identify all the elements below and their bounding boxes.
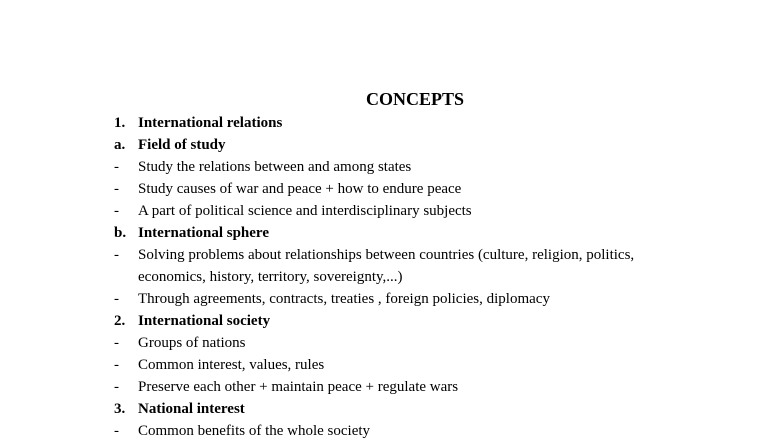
list-item-text: Study the relations between and among states	[138, 159, 412, 175]
list-item-text: Through agreements, contracts, treaties , foreign policies, diplomacy	[138, 291, 550, 307]
list-marker: 1.	[114, 115, 126, 131]
list-item-text: Field of study	[138, 137, 226, 153]
list-item-text: Solving problems about relationships between countries (culture, religion, politics,	[138, 247, 635, 263]
list-marker: -	[114, 159, 119, 175]
list-marker: -	[114, 357, 119, 373]
list-item	[114, 420, 714, 442]
list-item-text: Preserve each other + maintain peace + regulate wars	[138, 379, 459, 395]
list-item	[114, 244, 714, 266]
list-item	[114, 398, 714, 420]
list-item	[114, 178, 714, 200]
list-marker: -	[114, 379, 119, 395]
list-item	[114, 288, 714, 310]
list-item-continuation	[114, 266, 714, 288]
list-item	[114, 200, 714, 222]
list-item	[114, 112, 714, 134]
list-marker: b.	[114, 225, 127, 241]
list-marker: -	[114, 423, 119, 439]
list-item	[114, 332, 714, 354]
list-item-text: Common benefits of the whole society	[138, 423, 371, 439]
list-marker: -	[114, 181, 119, 197]
list-marker: -	[114, 203, 119, 219]
concepts-list	[114, 112, 714, 442]
list-marker: -	[114, 247, 119, 263]
list-item-text: National interest	[138, 401, 245, 417]
list-item	[114, 156, 714, 178]
list-item-text: Study causes of war and peace + how to endure peace	[138, 181, 462, 197]
page-title: CONCEPTS	[365, 89, 464, 109]
list-marker: -	[114, 335, 119, 351]
list-item-text: International sphere	[138, 225, 269, 241]
list-marker: a.	[114, 137, 126, 153]
list-marker: 3.	[114, 401, 126, 417]
list-marker	[114, 266, 138, 288]
list-item	[114, 354, 714, 376]
list-item	[114, 310, 714, 332]
list-item-text: economics, history, territory, sovereignty,...)	[138, 269, 403, 285]
list-marker: 2.	[114, 313, 126, 329]
list-item	[114, 222, 714, 244]
list-item-text: International society	[138, 313, 271, 329]
list-marker: -	[114, 291, 119, 307]
list-item	[114, 376, 714, 398]
list-item-text: Common interest, values, rules	[138, 357, 325, 373]
list-item-text: Groups of nations	[138, 335, 246, 351]
list-item-text: A part of political science and interdisciplinary subjects	[138, 203, 472, 219]
list-item	[114, 134, 714, 156]
list-item-text: International relations	[138, 115, 283, 131]
